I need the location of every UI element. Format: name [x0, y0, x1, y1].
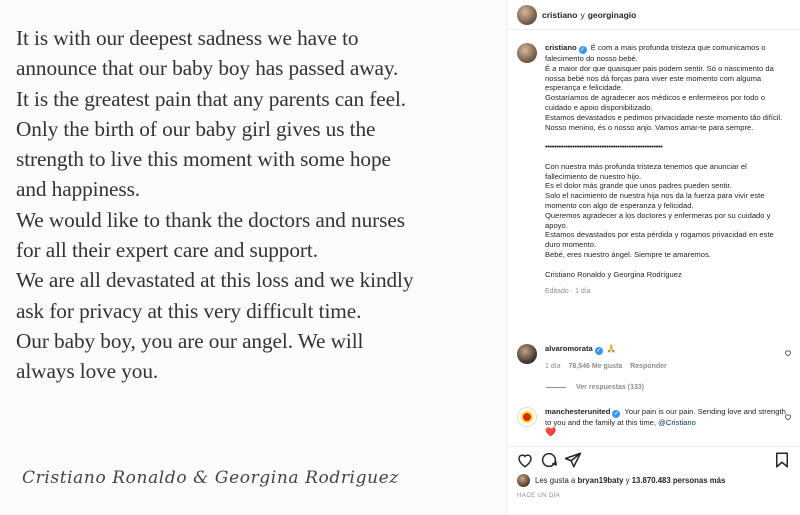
signature: Cristiano Ronaldo & Georgina Rodriguez [22, 468, 399, 488]
header-username[interactable]: cristiano [542, 9, 578, 20]
comment-username[interactable]: manchesterunited [545, 407, 611, 416]
edited-label: Editado [545, 288, 569, 296]
statement-line: We are all devastated at this loss and we kindly [16, 268, 414, 293]
avatar[interactable] [517, 407, 537, 427]
caption-line: Estamos devastados e pedimos privacidade neste momento tão difícil. [545, 112, 783, 122]
avatar[interactable] [517, 5, 537, 25]
verified-badge-icon: ✓ [596, 348, 602, 354]
likes-prefix: Les gusta a [535, 476, 576, 485]
bookmark-icon[interactable] [773, 451, 791, 469]
post-side-panel [507, 0, 800, 515]
statement-line: and happiness. [16, 177, 140, 202]
reply-button[interactable]: Responder [630, 363, 667, 370]
caption-time[interactable]: 1 día [575, 288, 591, 296]
heart-emoji: ❤️ [545, 426, 557, 437]
caption-line: Nosso menino, és o nosso anjo. Vamos amar-te para sempre. [545, 122, 754, 132]
statement-line: ask for privacy at this very difficult time. [16, 298, 362, 323]
statement-text [16, 23, 496, 387]
statement-line: always love you. [16, 359, 159, 384]
view-replies-button[interactable] [546, 384, 644, 391]
likes-count[interactable]: 13.870.483 personas más [631, 476, 726, 485]
caption [517, 43, 792, 297]
statement-line: We would like to thank the doctors and nurses [16, 207, 405, 232]
comment-bubble-icon[interactable] [540, 451, 558, 469]
caption-line: Es el dolor más grande que unos padres pueden sentir. [545, 181, 732, 191]
statement-line: It is the greatest pain that any parents can feel. [16, 86, 407, 111]
caption-line: É a maior dor que quaisquer pais podem sentir. Só o nascimento da nossa bebé nos dá forças para viver este momento com alguma esperança e felicidade. [545, 63, 774, 93]
caption-line: Solo el nacimiento de nuestra hija nos da la fuerza para vivir este momento con algo de esperanza y felicidad. [545, 191, 765, 210]
heart-icon[interactable] [784, 413, 792, 421]
comment-username[interactable]: alvaromorata [545, 344, 593, 353]
caption-line: Bebé, eres nuestro ángel. Siempre te amaremos. [545, 249, 711, 259]
avatar [517, 474, 530, 487]
crest-icon [521, 411, 533, 423]
share-send-icon[interactable] [564, 451, 582, 469]
caption-signoff: Cristiano Ronaldo y Georgina Rodríguez [545, 269, 682, 279]
header-separator: y [580, 9, 585, 20]
caption-line: É com a mais profunda tristeza que comunicamos o falecimento do nosso bebé. [545, 43, 766, 63]
likes-summary[interactable] [517, 474, 725, 487]
comments-list[interactable] [507, 31, 800, 441]
meta-separator: · [570, 288, 574, 296]
comment-likes[interactable]: 78,546 Me gusta [568, 363, 623, 370]
comment-text: 🙏 [606, 344, 617, 353]
statement-line: for all their expert care and support. [16, 238, 318, 263]
header-coauthor[interactable]: georginagio [587, 9, 637, 20]
comment-text: Your pain is our pain. Sending love and strength to you and the family at this time, [545, 407, 786, 427]
avatar[interactable] [517, 344, 537, 364]
verified-badge-icon: ✓ [613, 411, 619, 417]
mention-link[interactable]: @Cristiano [658, 418, 696, 427]
caption-divider: •••••••••••••••••••••••••••••••••••••••••••••••••••• [545, 142, 663, 152]
like-heart-icon[interactable] [516, 451, 534, 469]
caption-line: Gostaríamos de agradecer aos médicos e enfermeiros por todo o cuidado e apoio disponibilizado. [545, 93, 765, 112]
heart-icon[interactable] [784, 349, 792, 357]
statement-line: Our baby boy, you are our angel. We will [16, 328, 364, 353]
statement-line: Only the birth of our baby girl gives us the [16, 116, 376, 141]
statement-line: announce that our baby boy has passed away. [16, 56, 399, 81]
post-timestamp[interactable]: HACE UN DÍA [517, 492, 561, 499]
post-header [507, 0, 800, 30]
view-replies-label: Ver respuestas (133) [576, 384, 645, 391]
comment [517, 344, 792, 372]
verified-badge-icon: ✓ [580, 47, 586, 53]
action-bar [507, 446, 800, 470]
comment-time[interactable]: 1 día [545, 363, 561, 370]
avatar[interactable] [517, 43, 537, 63]
likes-conjunction: y [625, 476, 630, 485]
statement-line: It is with our deepest sadness we have to [16, 26, 359, 50]
comment [517, 407, 792, 438]
caption-username[interactable]: cristiano [545, 43, 577, 52]
caption-line: Queremos agradecer a los doctores y enfermeras por su cuidado y apoyo. [545, 210, 771, 230]
caption-line: Con nuestra más profunda tristeza tenemos que anunciar el fallecimiento de nuestro hijo. [545, 161, 747, 181]
statement-line: strength to live this moment with some hope [16, 147, 391, 172]
likes-username[interactable]: bryan19baty [577, 476, 624, 485]
caption-line: Estamos devastados por esta pérdida y rogamos privacidad en este duro momento. [545, 230, 774, 250]
